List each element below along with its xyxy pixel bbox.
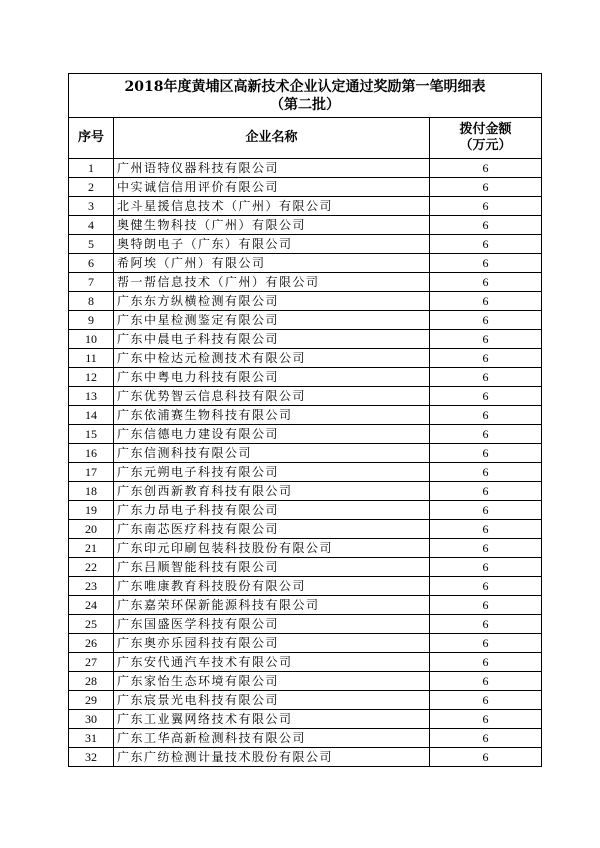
amount-value: 6	[430, 577, 542, 596]
header-row	[69, 118, 542, 159]
table-row	[69, 444, 542, 463]
row-number: 4	[69, 216, 114, 235]
amount-value: 6	[430, 254, 542, 273]
table-row	[69, 615, 542, 634]
table-row	[69, 311, 542, 330]
table-row	[69, 672, 542, 691]
company-name: 广东创西新教育科技有限公司	[114, 482, 430, 501]
amount-value: 6	[430, 615, 542, 634]
amount-value: 6	[430, 558, 542, 577]
row-number: 17	[69, 463, 114, 482]
row-number: 5	[69, 235, 114, 254]
amount-value: 6	[430, 349, 542, 368]
column-header-amount-line1: 拨付金额	[459, 122, 512, 137]
row-number: 29	[69, 691, 114, 710]
allocation-table	[68, 73, 542, 767]
row-number: 28	[69, 672, 114, 691]
amount-value: 6	[430, 463, 542, 482]
company-name: 广东信测科技有限公司	[114, 444, 430, 463]
amount-value: 6	[430, 748, 542, 767]
table-row	[69, 197, 542, 216]
table-row	[69, 596, 542, 615]
table-row	[69, 653, 542, 672]
company-name: 广东元朔电子科技有限公司	[114, 463, 430, 482]
amount-value: 6	[430, 672, 542, 691]
table-row	[69, 539, 542, 558]
amount-value: 6	[430, 273, 542, 292]
table-row	[69, 501, 542, 520]
company-name: 广东吕顺智能科技有限公司	[114, 558, 430, 577]
amount-value: 6	[430, 387, 542, 406]
row-number: 8	[69, 292, 114, 311]
row-number: 1	[69, 159, 114, 178]
company-name: 奥健生物科技（广州）有限公司	[114, 216, 430, 235]
title-line-2: （第二批）	[270, 96, 340, 113]
table-row	[69, 292, 542, 311]
row-number: 20	[69, 520, 114, 539]
table-row	[69, 558, 542, 577]
company-name: 帮一帮信息技术（广州）有限公司	[114, 273, 430, 292]
table-row	[69, 425, 542, 444]
amount-value: 6	[430, 501, 542, 520]
company-name: 广东唯康教育科技股份有限公司	[114, 577, 430, 596]
row-number: 21	[69, 539, 114, 558]
company-name: 广东宸景光电科技有限公司	[114, 691, 430, 710]
table-row	[69, 216, 542, 235]
table-row	[69, 254, 542, 273]
table-row	[69, 634, 542, 653]
amount-value: 6	[430, 216, 542, 235]
row-number: 18	[69, 482, 114, 501]
company-name: 广东家怡生态环境有限公司	[114, 672, 430, 691]
company-name: 广东信德电力建设有限公司	[114, 425, 430, 444]
amount-value: 6	[430, 235, 542, 254]
amount-value: 6	[430, 482, 542, 501]
company-name: 广东工华高新检测科技有限公司	[114, 729, 430, 748]
table-row	[69, 748, 542, 767]
row-number: 32	[69, 748, 114, 767]
amount-value: 6	[430, 197, 542, 216]
table-row	[69, 729, 542, 748]
column-header-no: 序号	[69, 118, 114, 159]
amount-value: 6	[430, 159, 542, 178]
company-name: 广州语特仪器科技有限公司	[114, 159, 430, 178]
table-title	[69, 74, 542, 118]
table-body	[69, 159, 542, 767]
row-number: 7	[69, 273, 114, 292]
title-line-1: 2018年度黄埔区高新技术企业认定通过奖励第一笔明细表	[124, 78, 486, 95]
row-number: 2	[69, 178, 114, 197]
amount-value: 6	[430, 368, 542, 387]
company-name: 奥特朗电子（广东）有限公司	[114, 235, 430, 254]
company-name: 广东广纺检测计量技术股份有限公司	[114, 748, 430, 767]
row-number: 13	[69, 387, 114, 406]
company-name: 广东奥亦乐园科技有限公司	[114, 634, 430, 653]
amount-value: 6	[430, 520, 542, 539]
row-number: 11	[69, 349, 114, 368]
row-number: 27	[69, 653, 114, 672]
row-number: 31	[69, 729, 114, 748]
table-row	[69, 330, 542, 349]
company-name: 广东嘉荣环保新能源科技有限公司	[114, 596, 430, 615]
table-row	[69, 178, 542, 197]
table-row	[69, 691, 542, 710]
column-header-amount-line2: （万元）	[459, 138, 512, 153]
company-name: 广东国盛医学科技有限公司	[114, 615, 430, 634]
amount-value: 6	[430, 292, 542, 311]
company-name: 广东依浦赛生物科技有限公司	[114, 406, 430, 425]
company-name: 广东中星检测鉴定有限公司	[114, 311, 430, 330]
row-number: 3	[69, 197, 114, 216]
row-number: 23	[69, 577, 114, 596]
row-number: 22	[69, 558, 114, 577]
row-number: 24	[69, 596, 114, 615]
company-name: 广东南芯医疗科技有限公司	[114, 520, 430, 539]
table-row	[69, 273, 542, 292]
amount-value: 6	[430, 710, 542, 729]
row-number: 12	[69, 368, 114, 387]
company-name: 北斗星援信息技术（广州）有限公司	[114, 197, 430, 216]
row-number: 10	[69, 330, 114, 349]
company-name: 广东安代通汽车技术有限公司	[114, 653, 430, 672]
row-number: 16	[69, 444, 114, 463]
row-number: 9	[69, 311, 114, 330]
row-number: 25	[69, 615, 114, 634]
company-name: 广东东方纵横检测有限公司	[114, 292, 430, 311]
company-name: 广东印元印刷包装科技股份有限公司	[114, 539, 430, 558]
row-number: 26	[69, 634, 114, 653]
table-row	[69, 349, 542, 368]
table-row	[69, 520, 542, 539]
company-name: 广东中粤电力科技有限公司	[114, 368, 430, 387]
amount-value: 6	[430, 444, 542, 463]
amount-value: 6	[430, 539, 542, 558]
amount-value: 6	[430, 691, 542, 710]
company-name: 广东中检达元检测技术有限公司	[114, 349, 430, 368]
company-name: 广东工业翼网络技术有限公司	[114, 710, 430, 729]
row-number: 15	[69, 425, 114, 444]
amount-value: 6	[430, 425, 542, 444]
amount-value: 6	[430, 178, 542, 197]
table-row	[69, 235, 542, 254]
table-row	[69, 482, 542, 501]
table-row	[69, 463, 542, 482]
amount-value: 6	[430, 596, 542, 615]
table-row	[69, 159, 542, 178]
company-name: 广东优势智云信息科技有限公司	[114, 387, 430, 406]
amount-value: 6	[430, 653, 542, 672]
company-name: 中实诚信信用评价有限公司	[114, 178, 430, 197]
table-row	[69, 368, 542, 387]
amount-value: 6	[430, 330, 542, 349]
company-name: 希阿埃（广州）有限公司	[114, 254, 430, 273]
table-row	[69, 710, 542, 729]
allocation-sheet	[68, 73, 541, 767]
table-row	[69, 387, 542, 406]
column-header-amount	[430, 118, 542, 159]
company-name: 广东力昂电子科技有限公司	[114, 501, 430, 520]
table-row	[69, 406, 542, 425]
amount-value: 6	[430, 729, 542, 748]
column-header-name: 企业名称	[114, 118, 430, 159]
row-number: 19	[69, 501, 114, 520]
amount-value: 6	[430, 634, 542, 653]
amount-value: 6	[430, 406, 542, 425]
row-number: 14	[69, 406, 114, 425]
amount-value: 6	[430, 311, 542, 330]
table-row	[69, 577, 542, 596]
row-number: 30	[69, 710, 114, 729]
company-name: 广东中晨电子科技有限公司	[114, 330, 430, 349]
row-number: 6	[69, 254, 114, 273]
